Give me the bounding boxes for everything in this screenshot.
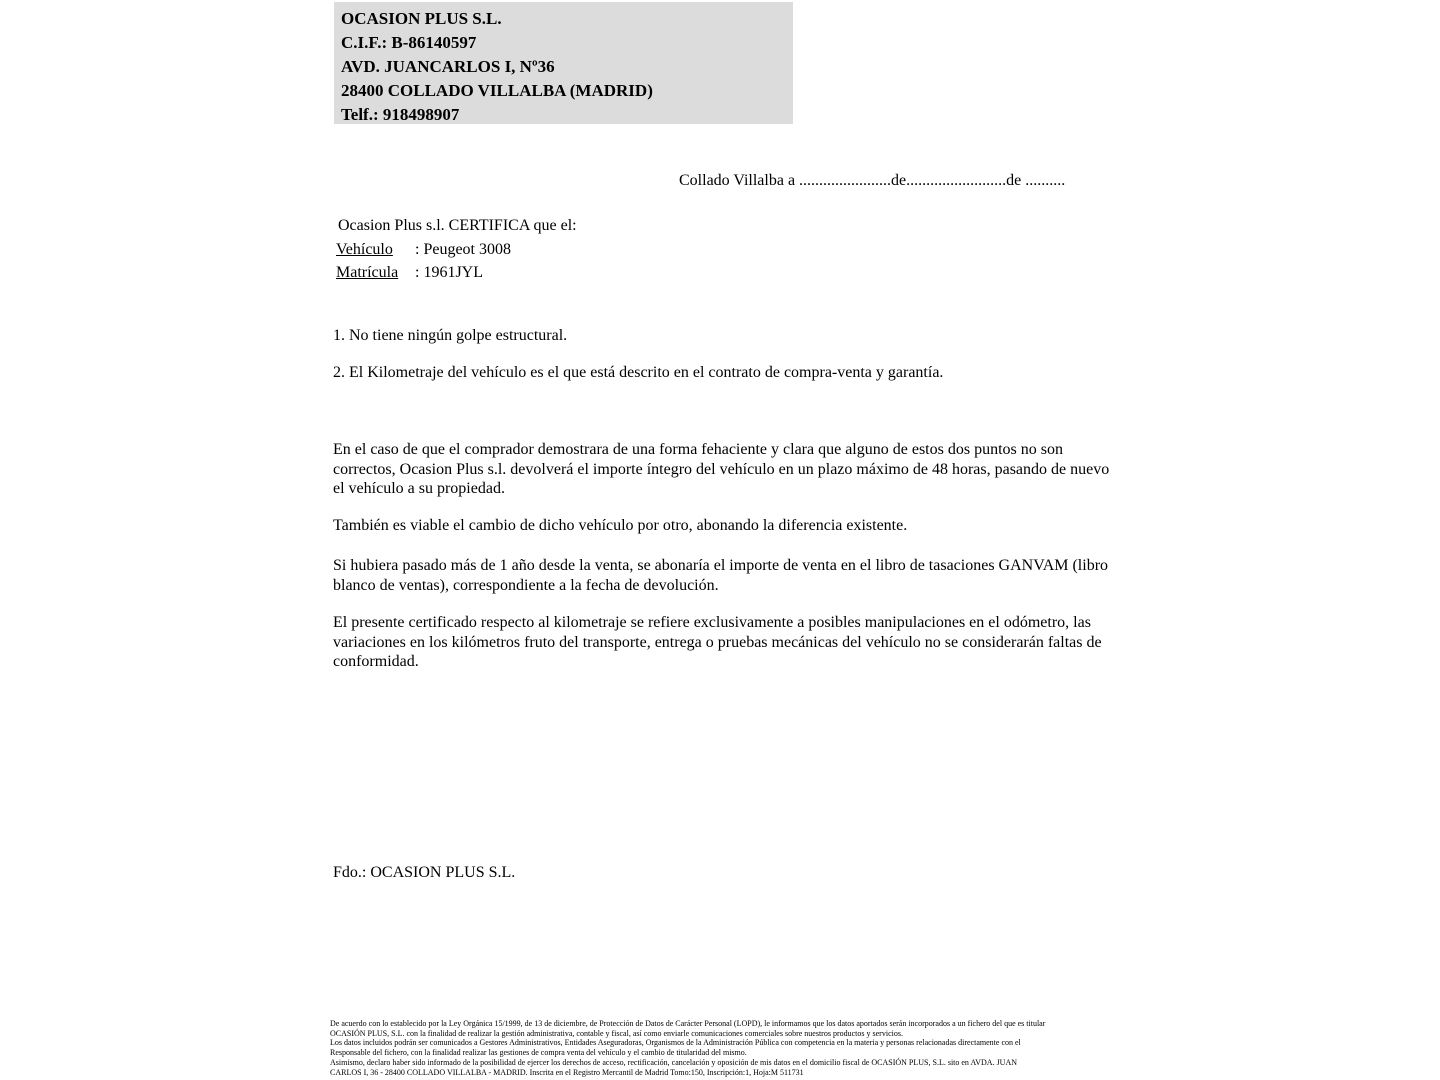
paragraph-exchange-option: También es viable el cambio de dicho vehículo por otro, abonando la diferencia existente. bbox=[333, 517, 908, 534]
paragraph-odometer-disclaimer: El presente certificado respecto al kilometraje se refiere exclusivamente a posibles manipulaciones en el odómetro, las variaciones en los kilómetros fruto del transporte, entrega o pruebas mecánicas del vehículo no se considerarán faltas de conformidad. bbox=[333, 614, 1102, 670]
legal-line-6: CARLOS I, 36 - 28400 COLLADO VILLALBA - MADRID. Inscrita en el Registro Mercantil de Madrid Tomo:150, Inscripción:1, Hoja:M 511731 bbox=[330, 1067, 804, 1077]
company-name: OCASION PLUS S.L. bbox=[341, 9, 502, 28]
legal-line-2: OCASIÓN PLUS, S.L. con la finalidad de realizar la gestión administrativa, contable y fiscal, así como enviarle comunicaciones comerciales sobre nuestros productos y servicios. bbox=[330, 1028, 903, 1038]
company-phone: Telf.: 918498907 bbox=[341, 105, 460, 124]
signature-line: Fdo.: OCASION PLUS S.L. bbox=[333, 864, 516, 881]
company-city: 28400 COLLADO VILLALBA (MADRID) bbox=[341, 81, 653, 100]
legal-line-1: De acuerdo con lo establecido por la Ley Orgánica 15/1999, de 13 de diciembre, de Protección de Datos de Carácter Personal (LOPD), le informamos que los datos aportados serán incorporados a un fichero del que es titular bbox=[330, 1019, 1046, 1028]
legal-line-3: Los datos incluidos podrán ser comunicados a Gestores Administrativos, Entidades Aseguradoras, Organismos de la Administración Pública con competencia en la materia y personas relacionadas directamente con el bbox=[330, 1038, 1021, 1048]
plate-label: Matrícula bbox=[336, 264, 399, 281]
company-address: AVD. JUANCARLOS I, Nº36 bbox=[341, 57, 555, 76]
paragraph-ganvam-valuation: Si hubiera pasado más de 1 año desde la venta, se abonaría el importe de venta en el libro de tasaciones GANVAM (libro blanco de ventas), correspondiente a la fecha de devolución. bbox=[333, 557, 1109, 594]
vehicle-row bbox=[336, 241, 511, 259]
vehicle-label: Vehículo bbox=[336, 241, 393, 258]
vehicle-value: : Peugeot 3008 bbox=[415, 241, 511, 258]
date-line: Collado Villalba a .......................de.........................de .......... bbox=[679, 172, 1066, 189]
paragraph-refund-policy: En el caso de que el comprador demostrara de una forma fehaciente y clara que alguno de estos dos puntos no son correctos, Ocasion Plus s.l. devolverá el importe íntegro del vehículo en un plazo máximo de 48 horas, pasando de nuevo el vehículo a su propiedad. bbox=[333, 441, 1110, 497]
company-header-box bbox=[334, 2, 793, 124]
condition-point-1: 1. No tiene ningún golpe estructural. bbox=[333, 327, 568, 344]
company-cif: C.I.F.: B-86140597 bbox=[341, 33, 477, 52]
plate-row bbox=[336, 264, 483, 282]
plate-value: : 1961JYL bbox=[415, 264, 483, 281]
certification-intro: Ocasion Plus s.l. CERTIFICA que el: bbox=[338, 217, 577, 234]
condition-point-2: 2. El Kilometraje del vehículo es el que está descrito en el contrato de compra-venta y garantía. bbox=[333, 364, 944, 381]
legal-line-4: Responsable del fichero, con la finalidad realizar las gestiones de compra venta del vehículo y el cambio de titularidad del mismo. bbox=[330, 1048, 747, 1058]
legal-footer bbox=[330, 1019, 1120, 1077]
legal-line-5: Asimismo, declaro haber sido informado de la posibilidad de ejercer los derechos de acceso, rectificación, cancelación y oposición de mis datos en el domicilio fiscal de OCASIÓN PLUS, S.L. sito en AVDA. JUAN bbox=[330, 1057, 1018, 1067]
